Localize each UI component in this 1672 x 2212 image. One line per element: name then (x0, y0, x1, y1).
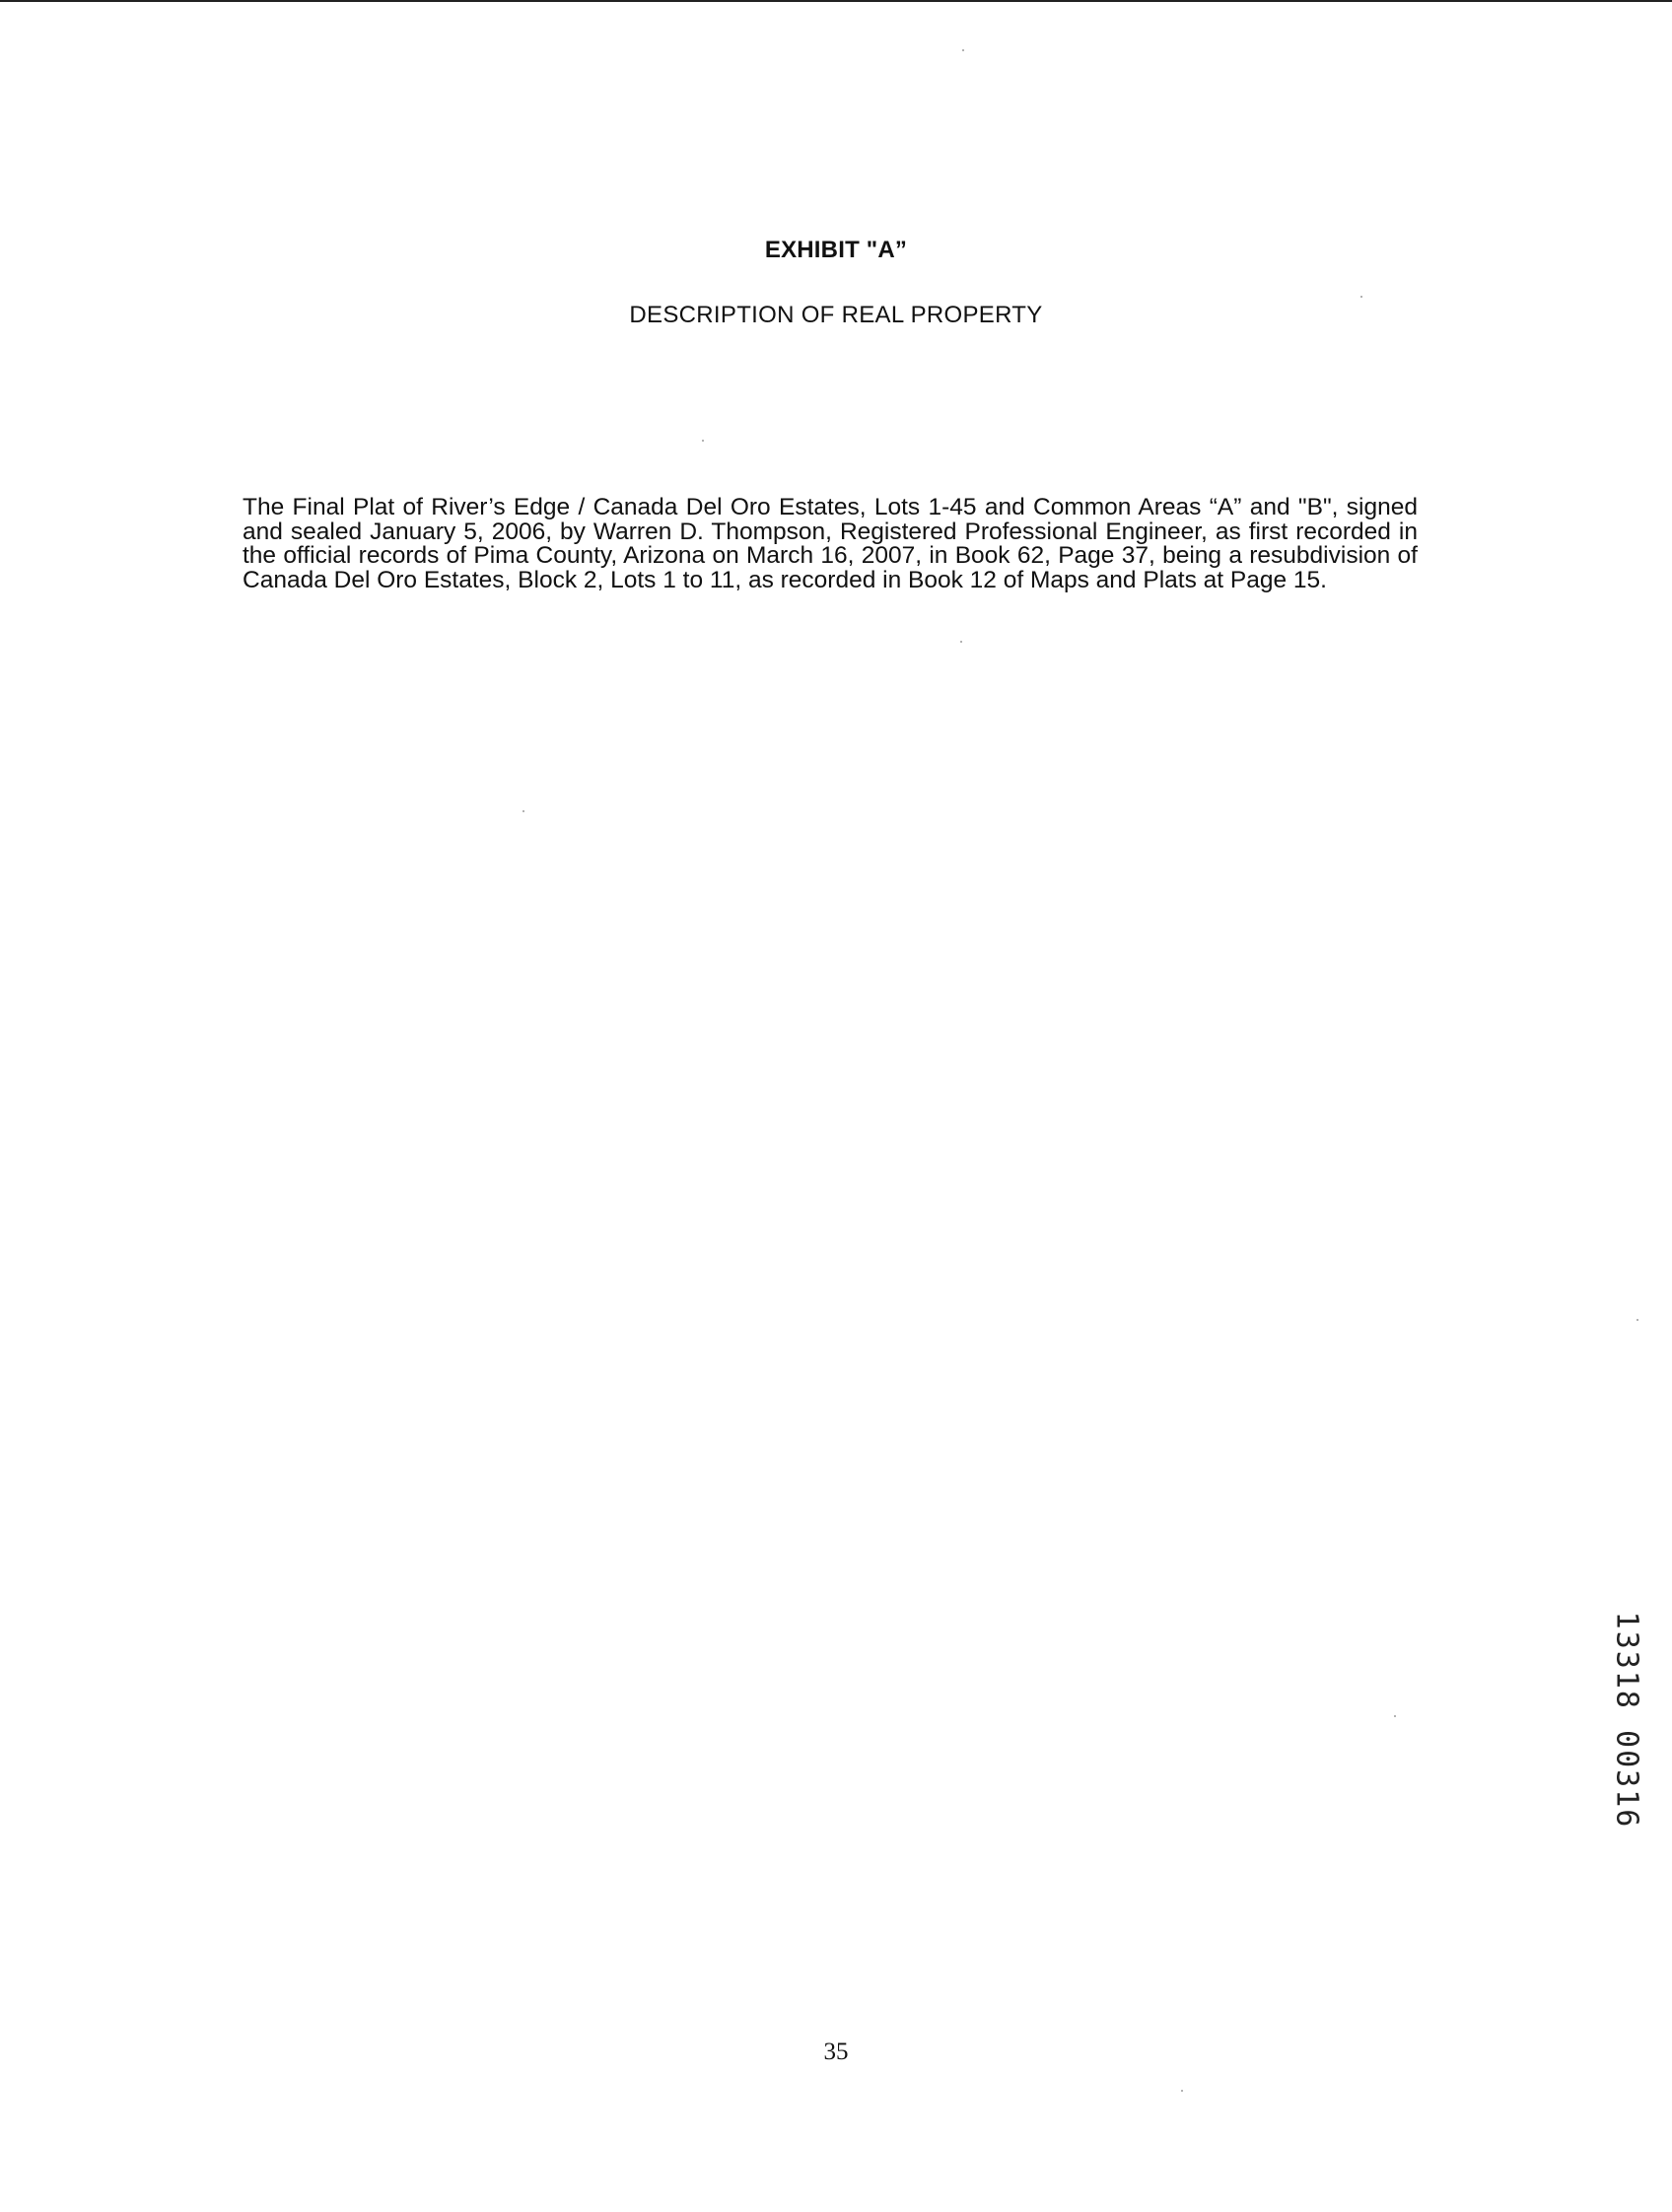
scan-speck (702, 440, 704, 442)
scan-speck (1360, 296, 1362, 298)
property-description-paragraph: The Final Plat of River’s Edge / Canada Del Oro Estates, Lots 1-45 and Common Areas “A” and "B", signed and sealed January 5, 2006, by Warren D. Thompson, Registered Professional Engineer, as first recorded in the official records of Pima County, Arizona on March 16, 2007, in Book 62, Page 37, being a resubdivision of Canada Del Oro Estates, Block 2, Lots 1 to 11, as recorded in Book 12 of Maps and Plats at Page 15. (243, 494, 1418, 593)
recording-stamp (1609, 1587, 1644, 1853)
scan-speck (962, 49, 964, 51)
scan-speck (1637, 1319, 1638, 1321)
scan-speck (960, 641, 962, 643)
exhibit-subtitle: DESCRIPTION OF REAL PROPERTY (629, 302, 1043, 328)
page-top-border (0, 0, 1672, 2)
scan-speck (1181, 2090, 1183, 2092)
scan-speck (522, 810, 524, 812)
page-number: 35 (823, 2039, 849, 2065)
scan-speck (1394, 1715, 1396, 1717)
recording-stamp-text: 13318 00316 (1609, 1611, 1644, 1830)
exhibit-title: EXHIBIT "A” (764, 237, 908, 263)
